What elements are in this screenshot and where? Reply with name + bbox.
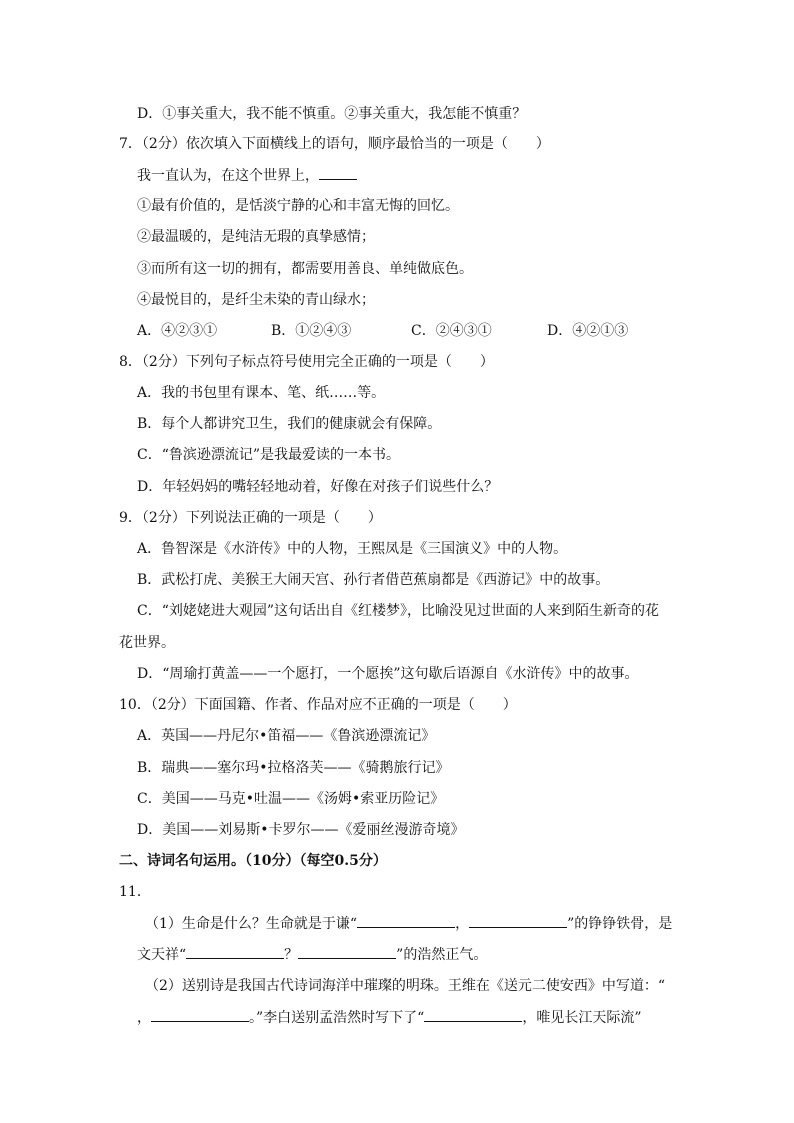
q7-lead	[137, 165, 357, 186]
answer-blank	[469, 913, 567, 928]
q11-p1-text-d: 文天祥“	[137, 947, 187, 963]
answer-blank	[319, 165, 357, 180]
q11-p1-text-e: ？	[284, 947, 299, 963]
q7-option-d: D．④②①③	[547, 323, 629, 339]
q10-option-c: C．美国——马克•吐温——《汤姆•索亚历险记》	[137, 791, 445, 807]
q8-option-a: A．我的书包里有课本、笔、纸……等。	[137, 385, 386, 401]
q10-option-a: A．英国——丹尼尔•笛福——《鲁滨逊漂流记》	[137, 728, 436, 744]
q9-option-b: B．武松打虎、美猴王大闹天宫、孙行者借芭蕉扇都是《西游记》中的故事。	[137, 572, 610, 588]
q11-p2-text-d: ，唯见长江天际流”	[522, 1010, 642, 1026]
q9-option-a: A．鲁智深是《水浒传》中的人物，王熙凤是《三国演义》中的人物。	[137, 541, 568, 557]
q7-option-a: A．④②③①	[137, 323, 218, 339]
answer-blank	[424, 1007, 522, 1022]
q8-option-b: B．每个人都讲究卫生，我们的健康就会有保障。	[137, 416, 442, 432]
q11-p1-text-f: ”的浩然正气。	[396, 947, 488, 963]
q11-p1-text-a: （1）生命是什么？生命就是于谦“	[145, 916, 358, 932]
q7-sentence-4: ④最悦目的，是纤尘未染的青山绿水；	[137, 292, 375, 308]
answer-blank	[186, 944, 284, 959]
q10-option-d: D．美国——刘易斯•卡罗尔——《爱丽丝漫游奇境》	[137, 822, 465, 838]
q10-stem: 10．（2分）下面国籍、作者、作品对应不正确的一项是（ ）	[119, 697, 517, 713]
q11-p1-text-b: ，	[455, 916, 470, 932]
q8-option-d: D．年轻妈妈的嘴轻轻地动着，好像在对孩子们说些什么？	[137, 479, 499, 495]
answer-blank	[298, 944, 396, 959]
q11-p2-text-b: ，	[137, 1010, 151, 1026]
q9-stem: 9．（2分）下列说法正确的一项是（ ）	[119, 510, 382, 526]
answer-blank	[357, 913, 455, 928]
answer-blank	[151, 1007, 249, 1022]
q6-option-d: D．①事关重大，我不能不慎重。②事关重大，我怎能不慎重？	[137, 106, 527, 122]
q7-stem: 7．（2分）依次填入下面横线上的语句，顺序最恰当的一项是（ ）	[119, 136, 550, 152]
q11-part1-line2	[137, 944, 487, 965]
q11-p2-text-c: 。”李白送别孟浩然时写下了“	[249, 1010, 425, 1026]
q7-option-c: C．②④③①	[411, 323, 492, 339]
q7-options	[137, 321, 628, 341]
q7-lead-text: 我一直认为，在这个世界上，	[137, 168, 319, 184]
q11-part1-line1	[145, 913, 672, 934]
q11-part2-line2	[137, 1007, 642, 1028]
q7-sentence-1: ①最有价值的，是恬淡宁静的心和丰富无悔的回忆。	[137, 198, 459, 214]
q8-option-c: C．“鲁滨逊漂流记”是我最爱读的一本书。	[137, 447, 401, 463]
q8-stem: 8．（2分）下列句子标点符号使用完全正确的一项是（ ）	[119, 354, 494, 370]
q11-number: 11．	[119, 884, 151, 900]
q10-option-b: B．瑞典——塞尔玛•拉格洛芙——《骑鹅旅行记》	[137, 760, 450, 776]
q11-part2-line1: （2）送别诗是我国古代诗词海洋中璀璨的明珠。王维在《送元二使安西》中写道：“	[145, 978, 666, 994]
section-2-heading: 二、诗词名句运用。（10分）（每空0.5分）	[119, 853, 387, 869]
q7-sentence-2: ②最温暖的，是纯洁无瑕的真挚感情；	[137, 229, 375, 245]
q9-option-c-line2: 花世界。	[119, 635, 175, 651]
q7-sentence-3: ③而所有这一切的拥有，都需要用善良、单纯做底色。	[137, 261, 473, 277]
q9-option-d: D．“周瑜打黄盖——一个愿打，一个愿挨”这句歇后语源自《水浒传》中的故事。	[137, 666, 639, 682]
q7-option-b: B．①②④③	[271, 323, 352, 339]
q9-option-c-line1: C．“刘姥姥进大观园”这句话出自《红楼梦》，比喻没见过世面的人来到陌生新奇的花	[137, 603, 660, 619]
q11-p1-text-c: ”的铮铮铁骨，是	[567, 916, 673, 932]
